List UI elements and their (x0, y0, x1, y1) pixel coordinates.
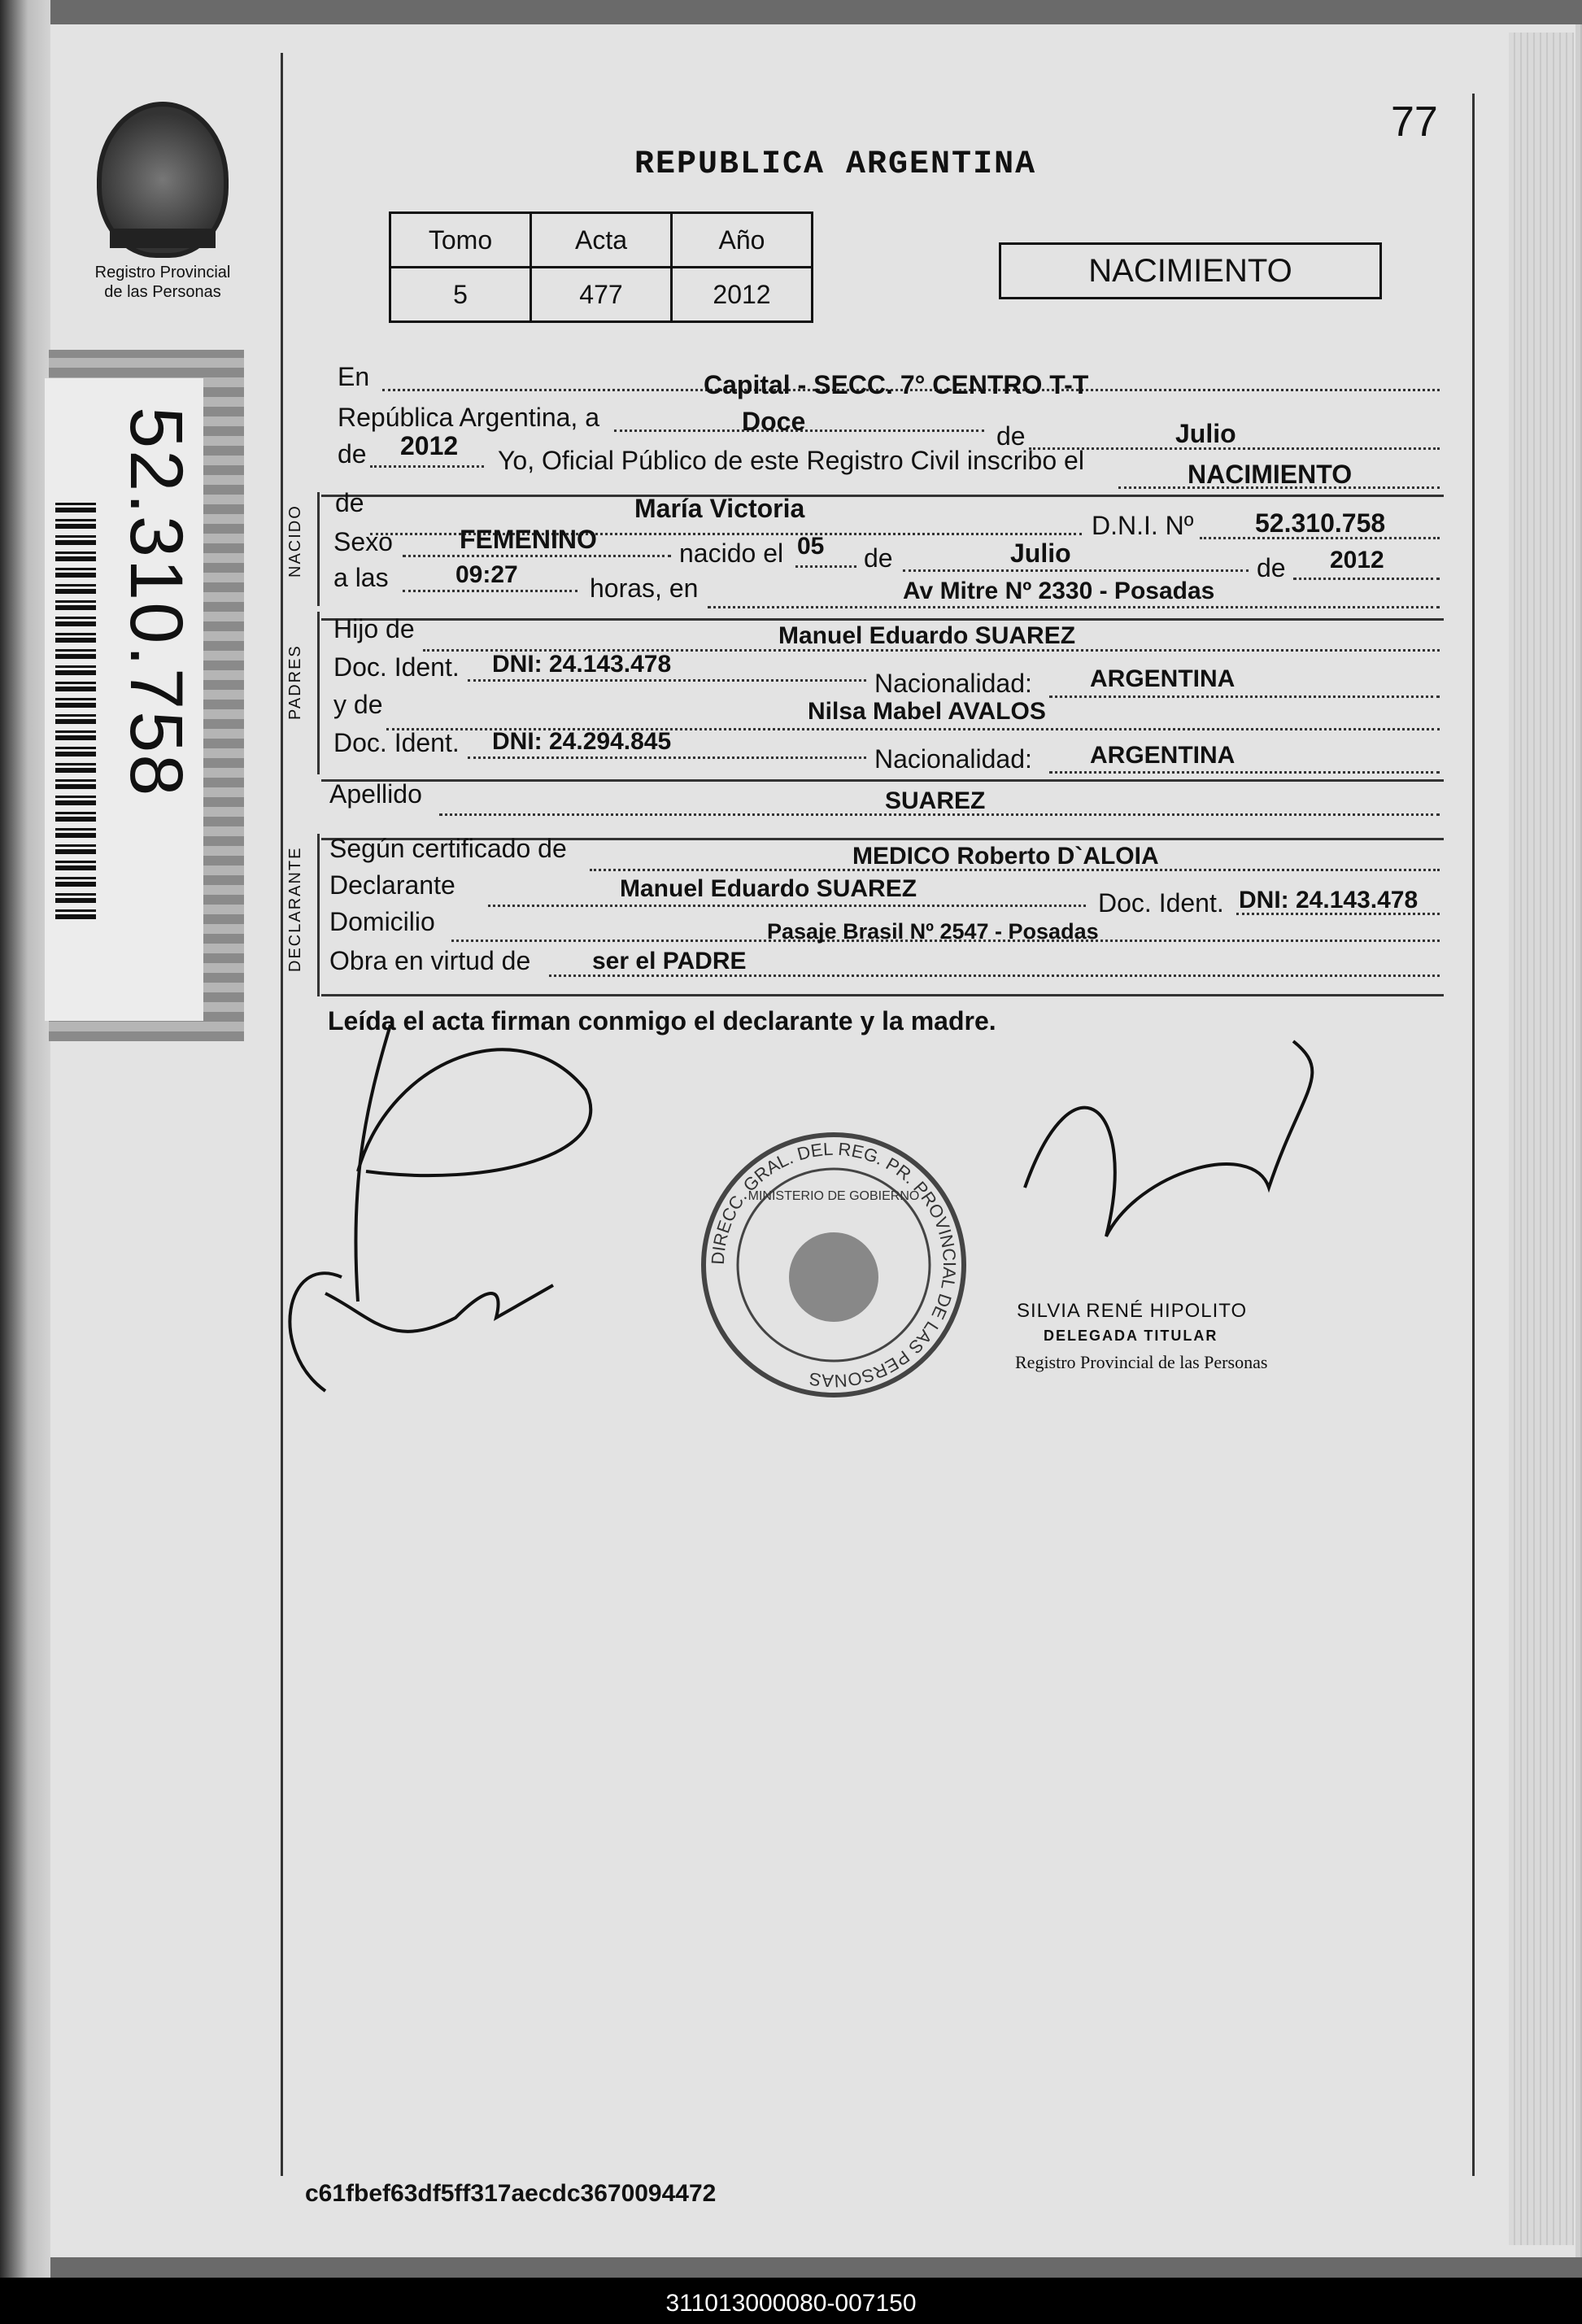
mother-nat: ARGENTINA (1090, 742, 1236, 769)
official-role: DELEGADA TITULAR (1044, 1328, 1218, 1344)
mother-name: Nilsa Mabel AVALOS (808, 698, 1046, 725)
yo-text: Yo, Oficial Público de este Registro Civil inscribo el (498, 446, 1084, 475)
official-office: Registro Provincial de las Personas (1015, 1352, 1268, 1372)
newborn-name: María Victoria (634, 494, 805, 523)
section-divider-2 (321, 618, 1444, 621)
father-nat-dots (1049, 695, 1440, 698)
section-bar-declarante (317, 834, 320, 996)
issuer-name-line2: de las Personas (104, 283, 221, 301)
record-table-value-row (390, 268, 813, 322)
sexo-label: Sexo (333, 527, 393, 556)
birth-year-dots (1293, 578, 1440, 580)
issuer-name-line1: Registro Provincial (94, 264, 231, 281)
mother-doc-dots (468, 756, 866, 759)
father-doc-label: Doc. Ident. (333, 652, 460, 682)
time-value: 09:27 (455, 561, 518, 588)
svg-text:DIRECC. GRAL. DEL REG. PR. PRO (708, 1139, 960, 1391)
record-table-header-row (390, 213, 813, 268)
domicilio-label: Domicilio (329, 907, 435, 936)
seal-ribbon (110, 229, 216, 248)
father-doc-dots (468, 679, 866, 682)
section-divider-3 (321, 779, 1444, 782)
stamp-inner-text: MINISTERIO DE GOBIERNO (747, 1189, 920, 1203)
sexo-dots (403, 555, 671, 557)
side-label-declarante: DECLARANTE (286, 846, 304, 972)
place-dots (708, 606, 1440, 608)
birth-month-dots (903, 569, 1249, 572)
dni-label: D.N.I. Nº (1092, 511, 1194, 540)
time-dots (403, 590, 577, 592)
header-anio: Año (672, 213, 813, 268)
inscribo-value: NACIMIENTO (1188, 460, 1353, 489)
left-page-edge (0, 0, 50, 2324)
scan-code: 311013000080-007150 (665, 2290, 917, 2317)
birth-day-dots (795, 565, 856, 568)
month-value: Julio (1175, 419, 1236, 448)
mother-doc: DNI: 24.294.845 (492, 728, 672, 755)
section-divider-1 (321, 495, 1444, 497)
declarante-label: Declarante (329, 870, 455, 900)
a-las-label: a las (333, 563, 389, 592)
section-bar-nacido (317, 492, 320, 606)
father-nat: ARGENTINA (1090, 665, 1236, 692)
record-table (389, 211, 813, 323)
record-type-box: NACIMIENTO (999, 242, 1382, 299)
horas-en-label: horas, en (590, 573, 699, 603)
value-tomo: 5 (390, 268, 531, 322)
header-tomo: Tomo (390, 213, 531, 268)
mother-nat-dots (1049, 771, 1440, 774)
declarante-value: Manuel Eduardo SUAREZ (620, 875, 917, 902)
document-hash: c61fbef63df5ff317aecdc3670094472 (305, 2180, 717, 2207)
mother-signature (290, 1273, 553, 1391)
en-value: Capital - SECC. 7° CENTRO T-T (704, 370, 1089, 399)
barcode-bars (55, 496, 96, 919)
value-acta: 477 (531, 268, 672, 322)
birth-year-de-label: de (1257, 553, 1286, 582)
barcode-dni-number: 52.310.758 (115, 407, 198, 798)
day-value: Doce (742, 407, 806, 436)
sexo-value: FEMENINO (460, 525, 597, 554)
header-acta: Acta (531, 213, 672, 268)
father-doc: DNI: 24.143.478 (492, 651, 672, 678)
year-value: 2012 (400, 431, 459, 460)
official-name: SILVIA RENÉ HIPOLITO (1017, 1300, 1248, 1322)
birth-month-de-label: de (864, 543, 893, 573)
birth-year: 2012 (1330, 547, 1384, 573)
document-title: REPUBLICA ARGENTINA (634, 146, 1037, 183)
issuer-logo-block (81, 102, 244, 302)
page-stack-edges (1509, 33, 1574, 2245)
year-de-label: de (338, 439, 367, 469)
declarante-doc: DNI: 24.143.478 (1239, 887, 1419, 913)
month-de-label: de (996, 421, 1026, 451)
stamp-text (699, 1131, 968, 1399)
side-label-nacido: NACIDO (286, 504, 304, 578)
place-value: Av Mitre Nº 2330 - Posadas (903, 578, 1215, 604)
declarante-doc-label: Doc. Ident. (1098, 888, 1224, 918)
closing-statement: Leída el acta firman conmigo el declarante y la madre. (328, 1006, 996, 1036)
side-label-padres: PADRES (286, 644, 304, 720)
apellido-label: Apellido (329, 779, 422, 809)
en-label: En (338, 362, 370, 391)
stamp-ring-text: DIRECC. GRAL. DEL REG. PR. PROVINCIAL DE LAS PERSONAS (707, 1138, 961, 1392)
declarant-signature (355, 1025, 591, 1302)
page-number: 77 (1391, 98, 1438, 146)
father-nat-label: Nacionalidad: (874, 669, 1032, 698)
domicilio-value: Pasaje Brasil Nº 2547 - Posadas (767, 919, 1099, 944)
hijo-de-label: Hijo de (333, 614, 415, 643)
segun-label: Según certificado de (329, 834, 567, 863)
father-name: Manuel Eduardo SUAREZ (778, 622, 1076, 649)
birth-month: Julio (1010, 538, 1071, 568)
obra-label: Obra en virtud de (329, 946, 531, 975)
mother-doc-label: Doc. Ident. (333, 728, 460, 757)
year-dots (370, 465, 484, 468)
province-seal-icon (97, 102, 229, 258)
official-signature (1025, 1041, 1312, 1236)
nacido-el-label: nacido el (679, 538, 784, 568)
declarante-dots (488, 905, 1086, 907)
dni-value: 52.310.758 (1255, 508, 1386, 538)
republica-label: República Argentina, a (338, 403, 599, 432)
birth-day: 05 (797, 533, 825, 560)
segun-value: MEDICO Roberto D`ALOIA (852, 843, 1159, 870)
section-bar-padres (317, 612, 320, 774)
value-anio: 2012 (672, 268, 813, 322)
y-de-label: y de (333, 690, 383, 719)
name-de-label: de (335, 488, 364, 517)
mother-nat-label: Nacionalidad: (874, 744, 1032, 774)
section-divider-5 (321, 994, 1444, 996)
obra-value: ser el PADRE (592, 948, 747, 975)
page-margin-line-right (1472, 94, 1475, 2176)
apellido-value: SUAREZ (885, 787, 986, 814)
